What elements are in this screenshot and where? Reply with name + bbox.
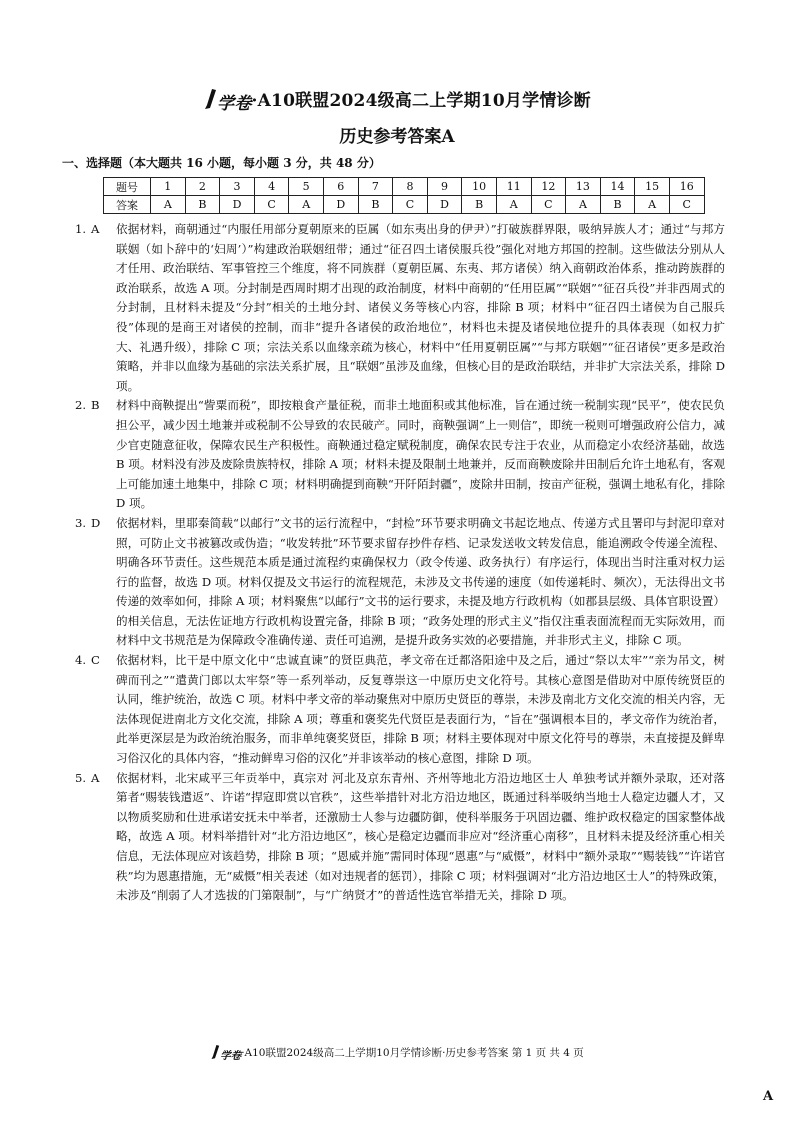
question-number: 6 (323, 178, 358, 196)
answer-cell: B (462, 196, 497, 214)
question-number: 16 (669, 178, 704, 196)
answer-cell: B (600, 196, 635, 214)
answer-cell: A (496, 196, 531, 214)
question-number: 8 (393, 178, 428, 196)
explanation-answer: B (91, 398, 100, 413)
explanation-number: 2. (75, 398, 87, 413)
question-number: 12 (531, 178, 566, 196)
document-header (0, 86, 794, 114)
question-number: 9 (427, 178, 462, 196)
answer-cell: A (635, 196, 670, 214)
answer-cell: D (427, 196, 462, 214)
question-number: 4 (254, 178, 289, 196)
question-number: 3 (220, 178, 255, 196)
logo-text: 学卷 (217, 94, 252, 114)
answer-row (104, 196, 705, 214)
explanation-text: 依据材料，北宋咸平三年贡举中，真宗对 河北及京东青州、齐州等地北方沿边地区士人 单独考试并额外录取，还对落第者“赐装钱遣返”、许诺“捍寇即赏以官秩”，这些举措针对北方沿边地区，既通过科举吸纳当地士人稳定边疆人才，又以物质奖励和仕进承诺安抚未中举者，还激励士人参与边疆防御，使科举服务于巩固边疆、维护政权稳定的国家整体战略，故选 A 项。材料举措针对“北方沿边地区”，核心是稳定边疆而非应对“经济重心南移”，且材料未提及经济重心相关信息，无法体现应对该趋势，排除 B 项；“恩威并施”需同时体现“恩惠”与“威慑”，材料中“额外录取”“赐装钱”“许诺官秩”均为恩惠措施，无“威慑”相关表述（如对违规者的惩罚），排除 C 项；材料强调对“北方沿边地区士人”的特殊政策，未涉及“削弱了人才选拔的门第限制”，与“广纳贤才”的普适性选官举措无关，排除 D 项。 (116, 770, 725, 903)
question-number: 13 (566, 178, 601, 196)
explanation-item (75, 396, 725, 514)
explanation-text: 依据材料，比干是中原文化中“忠诚直谏”的贤臣典范，孝文帝在迁都洛阳途中及之后，通过“祭以太牢”“亲为吊文，树碑而刊之”“遣黄门郎以太牢祭”等一系列举动，反复尊崇这一中原历史文化符号。其核心意图是借助对中原传统贤臣的认同，维护统治，故选 C 项。材料中孝文帝的举动聚焦对中原历史贤臣的尊崇，未涉及南北方文化交流的相关内容，无法体现促进南北方文化交流，排除 A 项；尊重和褒奖先代贤臣是表面行为，“旨在”强调根本目的，孝文帝作为统治者，此举更深层是为政治统治服务，而非单纯褒奖贤臣，排除 B 项；材料主要体现对中原文化符号的尊崇，未直接提及鲜卑习俗汉化的具体内容，“推动鲜卑习俗的汉化”并非该举动的核心意图，排除 D 项。 (116, 653, 725, 766)
explanation-answer: C (91, 653, 100, 668)
footer-text: ·A10联盟2024级高二上学期10月学情诊断·历史参考答案 第 1 页 共 4 页 (241, 1047, 584, 1059)
question-number: 2 (185, 178, 220, 196)
row-label-question: 题号 (104, 178, 151, 196)
explanation-text: 材料中商鞅提出“訾粟而税”，即按粮食产量征税，而非土地面积或其他标准，旨在通过统一税制实现“民平”，使农民负担公平，减少因土地兼并或税制不公导致的农民破产。同时，商鞅强调“上一则信”，即统一税则可增强政府公信力，减少官吏随意征收，保障农民生产积极性。商鞅通过稳定赋税制度，确保农民专注于农业，从而稳定小农经济基础，故选 B 项。材料没有涉及废除贵族特权，排除 A 项；材料未提及限制土地兼并，反而商鞅废除井田制后允许土地私有，客观上可能加速土地集中，排除 C 项；材料明确提到商鞅“开阡陌封疆”，废除井田制，按亩产征税，强调土地私有化，排除 D 项。 (116, 398, 725, 511)
explanation-answer: D (91, 515, 101, 530)
answer-cell: B (185, 196, 220, 214)
brush-logo-icon (210, 1045, 220, 1059)
section-heading: 一、选择题（本大题共 16 小题，每小题 3 分，共 48 分） (62, 156, 381, 170)
answer-cell: D (220, 196, 255, 214)
answer-cell: A (151, 196, 186, 214)
question-number-row (104, 178, 705, 196)
question-number: 15 (635, 178, 670, 196)
explanation-number: 1. (75, 222, 87, 236)
explanation-item (75, 651, 725, 769)
explanation-answer: A (91, 222, 100, 236)
question-number: 10 (462, 178, 497, 196)
answer-cell: A (289, 196, 324, 214)
explanation-item (75, 220, 725, 396)
explanation-number: 4. (75, 653, 87, 668)
answer-cell: B (358, 196, 393, 214)
explanations-list (75, 220, 725, 906)
answer-cell: D (323, 196, 358, 214)
question-number: 5 (289, 178, 324, 196)
footer-logo-text: 学卷 (220, 1050, 242, 1062)
answer-cell: A (566, 196, 601, 214)
row-label-answer: 答案 (104, 196, 151, 214)
answer-cell: C (254, 196, 289, 214)
explanation-number: 3. (75, 515, 87, 530)
document-title: ·A10联盟2024级高二上学期10月学情诊断 (251, 91, 591, 111)
question-number: 7 (358, 178, 393, 196)
explanation-item (75, 769, 725, 906)
question-number: 1 (151, 178, 186, 196)
page-footer (0, 1045, 794, 1063)
document-subtitle: 历史参考答案A (339, 127, 455, 147)
explanation-number: 5. (75, 770, 87, 785)
corner-version-letter: A (763, 1089, 774, 1104)
explanation-text: 依据材料，商朝通过“内服任用部分夏朝原来的臣属（如东夷出身的伊尹）”打破族群界限，吸纳异族人才；通过“与邦方联姻（如卜辞中的‘妇周’）”构建政治联姻纽带；通过“征召四土诸侯服兵役”强化对地方邦国的控制。这些做法分别从人才任用、政治联结、军事管控三个维度，将不同族群（夏朝臣属、东夷、邦方诸侯）纳入商朝政治体系，推动跨族群的政治联系，故选 A 项。分封制是西周时期才出现的政治制度，材料中商朝的“任用臣属”“联姻”“征召兵役”并非西周式的分封制，且材料未提及“分封”相关的土地分封、诸侯义务等核心内容，排除 B 项；材料中“征召四土诸侯为自己服兵役”体现的是商王对诸侯的控制，而非“提升各诸侯的政治地位”，材料也未提及诸侯地位提升的具体表现（如权力扩大、礼遇升级），排除 C 项；宗法关系以血缘亲疏为核心，材料中“任用夏朝臣属”“与邦方联姻”“征召诸侯”更多是政治策略，并非以血缘为基础的宗法关系扩展，且“联姻”虽涉及血缘，但核心目的是政治联结，并非扩大宗法关系，排除 D 项。 (116, 222, 725, 393)
answer-cell: C (531, 196, 566, 214)
footer-logo (210, 1045, 241, 1063)
question-number: 11 (496, 178, 531, 196)
explanation-item (75, 514, 725, 651)
explanation-text: 依据材料，里耶秦简载“以邮行”文书的运行流程中，“封检”环节要求明确文书起讫地点、传递方式且署印与封泥印章对照，可防止文书被篡改或伪造；“收发转批”环节要求留存抄件存档、记录发送收文转发信息，能追溯政令传递全流程、明确各环节责任。这些规范本质是通过流程约束确保权力（政令传递、政务执行）有序运行，体现出当时注重对权力运行的监督，故选 D 项。材料仅提及文书运行的流程规范，未涉及文书传递的速度（如传递耗时、频次），无法得出文书传递的效率如何，排除 A 项；材料聚焦“以邮行”文书的运行要求，未提及地方行政机构（如郡县层级、具体官职设置）的相关信息，无法佐证地方行政机构设置完备，排除 B 项；“政务处理的形式主义”指仅注重表面流程而无实际效用，而材料中文书规范是为保障政令准确传递、责任可追溯，是提升政务实效的必要措施，并非形式主义，排除 C 项。 (116, 515, 725, 648)
brand-logo (203, 89, 251, 114)
brush-logo-icon (203, 89, 217, 109)
answer-cell: C (669, 196, 704, 214)
explanation-answer: A (91, 770, 100, 785)
answer-table (103, 177, 705, 214)
question-number: 14 (600, 178, 635, 196)
answer-cell: C (393, 196, 428, 214)
